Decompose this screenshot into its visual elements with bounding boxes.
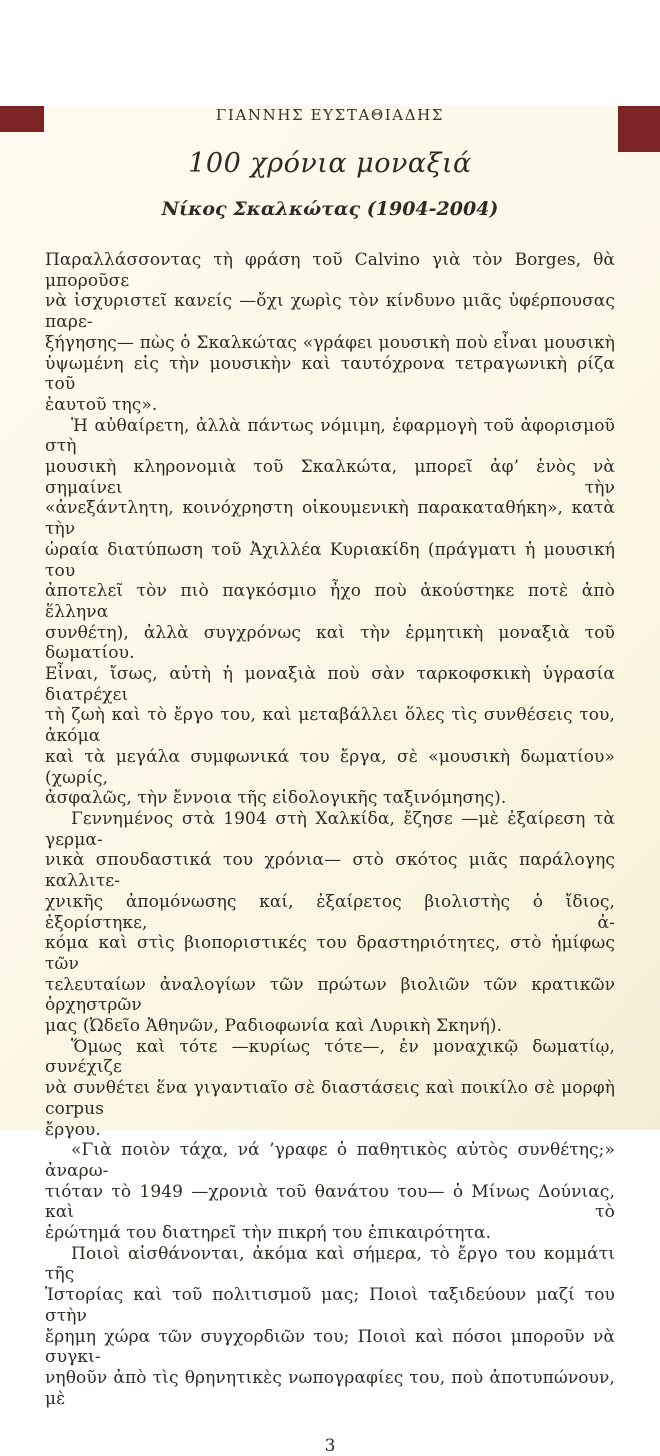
text-line: νὰ συνθέτει ἕνα γιγαντιαῖο σὲ διαστάσεις καὶ ποικίλο σὲ μορφὴ corpus: [45, 1078, 615, 1119]
text-line: νηθοῦν ἀπὸ τὶς θρηνητικὲς νωπογραφίες του, ποὺ ἀποτυπώνουν, μὲ: [45, 1367, 615, 1409]
text-line: ἀσφαλῶς, τὴν ἔννοια τῆς εἰδολογικῆς ταξινόμησης).: [45, 788, 507, 809]
corner-mark-top-right: [618, 106, 660, 152]
text-line: νικὰ σπουδαστικά του χρόνια— στὸ σκότος μιᾶς παράλογης καλλιτε-: [45, 850, 615, 892]
text-line: μας (Ὠδεῖο Ἀθηνῶν, Ραδιοφωνία καὶ Λυρικὴ Σκηνή).: [45, 1016, 503, 1037]
text-line: ξήγησης— πὼς ὁ Σκαλκώτας «γράφει μουσικὴ ποὺ εἶναι μουσικὴ: [45, 332, 615, 353]
subtitle: Νίκος Σκαλκώτας (1904-2004): [161, 198, 499, 220]
text-line: ὡραία διατύπωση τοῦ Ἀχιλλέα Κυριακίδη (πράγματι ἡ μουσική του: [45, 539, 615, 581]
corner-mark-top-left: [0, 106, 44, 132]
author-heading: ΓΙΑΝΝΗΣ ΕΥΣΤΑΘΙΑΔΗΣ: [215, 106, 445, 124]
text-line: τιόταν τὸ 1949 —χρονιὰ τοῦ θανάτου του— ὁ Μίνως Δούνιας, καὶ τὸ: [45, 1181, 615, 1223]
text-line: νὰ ἰσχυριστεῖ κανείς —ὄχι χωρὶς τὸν κίνδυνο μιᾶς ὑφέρπουσας παρε-: [45, 291, 615, 333]
text-line: ἀποτελεῖ τὸν πιὸ παγκόσμιο ἦχο ποὺ ἀκούστηκε ποτὲ ἀπὸ ἕλληνα: [45, 581, 615, 622]
text-line: ὑψωμένη εἰς τὴν μουσικὴν καὶ ταυτόχρονα τετραγωνικὴ ρίζα τοῦ: [45, 353, 615, 395]
text-line: Ὅμως καὶ τότε —κυρίως τότε—, ἐν μοναχικῷ δωματίῳ, συνέχιζε: [45, 1036, 615, 1078]
text-line: «Γιὰ ποιὸν τάχα, νά ’γραφε ὁ παθητικὸς αὐτὸς συνθέτης;» ἀναρω-: [45, 1140, 615, 1181]
page-number: 3: [324, 1436, 336, 1456]
text-line: τελευταίων ἀναλογίων τῶν πρώτων βιολιῶν τῶν κρατικῶν ὀρχηστρῶν: [45, 974, 615, 1016]
text-line: καὶ τὰ μεγάλα συμφωνικά του ἔργα, σὲ «μουσικὴ δωματίου» (χωρίς,: [45, 746, 615, 788]
text-line: Εἶναι, ἴσως, αὐτὴ ἡ μοναξιὰ ποὺ σὰν ταρκοφσκικὴ ὑγρασία διατρέχει: [45, 664, 615, 705]
text-line: κόμα καὶ στὶς βιοποριστικές του δραστηριότητες, στὸ ἡμίφως τῶν: [45, 933, 615, 974]
text-line: μουσικὴ κληρονομιὰ τοῦ Σκαλκώτα, μπορεῖ ἀφ’ ἑνὸς νὰ σημαίνει τὴν: [45, 457, 615, 498]
text-line: Ἡ αὐθαίρετη, ἀλλὰ πάντως νόμιμη, ἐφαρμογὴ τοῦ ἀφορισμοῦ στὴ: [45, 415, 615, 457]
text-line: ἔργου.: [45, 1119, 101, 1140]
text-line: τὴ ζωὴ καὶ τὸ ἔργο του, καὶ μεταβάλλει ὅλες τὶς συνθέσεις του, ἀκόμα: [45, 705, 615, 747]
scanned-page: [0, 106, 660, 1456]
text-line: Παραλλάσσοντας τὴ φράση τοῦ Calvino γιὰ τὸν Borges, θὰ μποροῦσε: [45, 250, 615, 291]
text-line: ἐρώτημά του διατηρεῖ τὴν πικρή του ἐπικαιρότητα.: [45, 1223, 492, 1244]
page-title: 100 χρόνια μοναξιά: [188, 148, 472, 179]
text-line: ἑαυτοῦ της».: [45, 394, 158, 415]
text-line: ἔρημη χώρα τῶν συγχορδιῶν του; Ποιοὶ καὶ πόσοι μποροῦν νὰ συγκι-: [45, 1326, 615, 1368]
text-line: Ἱστορίας καὶ τοῦ πολιτισμοῦ μας; Ποιοὶ ταξιδεύουν μαζί του στὴν: [45, 1285, 615, 1326]
text-line: συνθέτη), ἀλλὰ συγχρόνως καὶ τὴν ἑρμητικὴ μοναξιὰ τοῦ δωματίου.: [45, 622, 615, 664]
text-line: Ποιοὶ αἰσθάνονται, ἀκόμα καὶ σήμερα, τὸ ἔργο του κομμάτι τῆς: [45, 1243, 615, 1285]
text-line: «ἀνεξάντλητη, κοινόχρηστη οἰκουμενικὴ παρακαταθήκη», κατὰ τὴν: [45, 498, 615, 540]
text-line: χνικῆς ἀπομόνωσης καί, ἐξαίρετος βιολιστὴς ὁ ἴδιος, ἐξορίστηκε, ἀ-: [45, 891, 615, 933]
text-line: Γεννημένος στὰ 1904 στὴ Χαλκίδα, ἔζησε —μὲ ἐξαίρεση τὰ γερμα-: [45, 808, 615, 850]
body-text: [45, 250, 615, 1409]
